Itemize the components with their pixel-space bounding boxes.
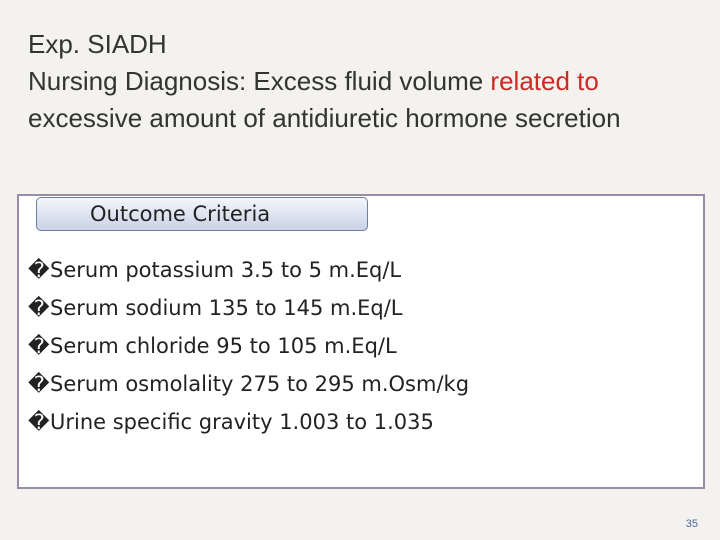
criteria-item — [28, 289, 469, 327]
criteria-text: Serum chloride 95 to 105 m.Eq/L — [50, 334, 397, 358]
criteria-item — [28, 365, 470, 403]
diagnosis-suffix: excessive amount of antidiuretic hormone secretion — [28, 103, 621, 133]
criteria-item — [28, 403, 469, 441]
criteria-text: Urine specific gravity 1.003 to 1.035 — [50, 410, 434, 434]
nursing-diagnosis — [28, 63, 708, 137]
slide-title — [28, 26, 708, 137]
accent-to: to — [577, 66, 599, 96]
criteria-list — [28, 251, 470, 441]
accent-related: related — [490, 66, 570, 96]
bullet-icon: � — [28, 372, 50, 396]
page-number: 35 — [685, 518, 698, 530]
bullet-icon: � — [28, 258, 50, 282]
bullet-icon: � — [28, 410, 50, 434]
criteria-item — [28, 251, 469, 289]
criteria-text: Serum osmolality 275 to 295 m.Osm/kg — [50, 372, 470, 396]
title-line-1: Exp. SIADH — [28, 29, 167, 59]
outcome-criteria-label: Outcome Criteria — [36, 197, 368, 231]
criteria-text: Serum potassium 3.5 to 5 m.Eq/L — [50, 258, 402, 282]
criteria-item — [28, 327, 469, 365]
diagnosis-prefix: Nursing Diagnosis: Excess fluid volume — [28, 66, 491, 96]
bullet-icon: � — [28, 334, 50, 358]
criteria-text: Serum sodium 135 to 145 m.Eq/L — [50, 296, 403, 320]
bullet-icon: � — [28, 296, 50, 320]
